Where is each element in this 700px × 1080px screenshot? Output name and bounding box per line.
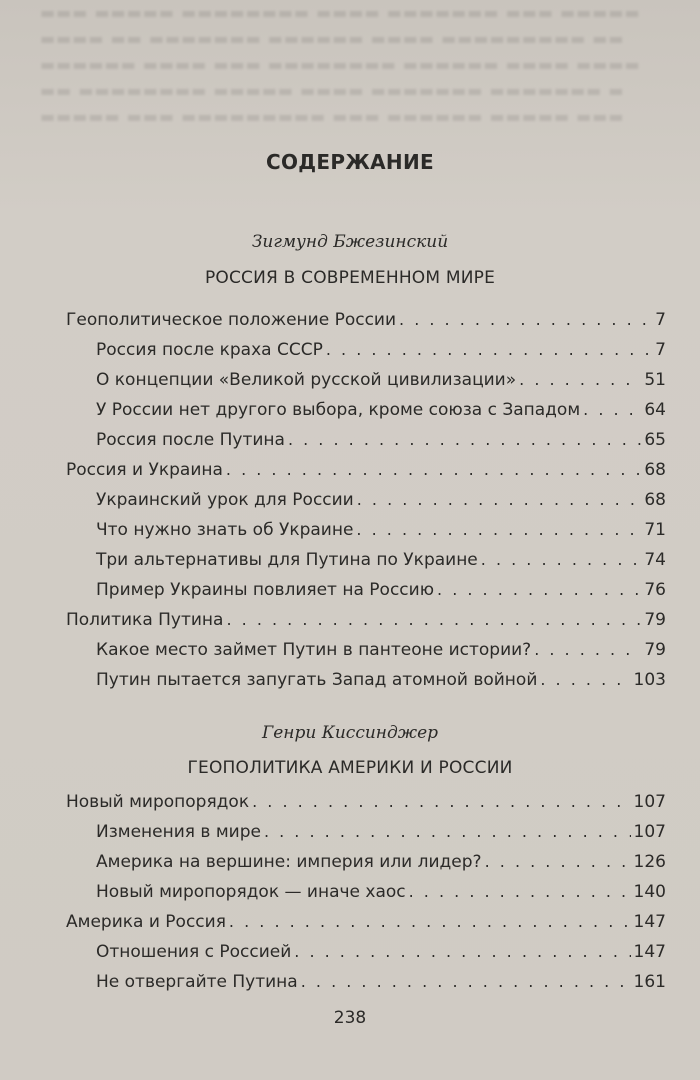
toc-entry	[66, 787, 666, 817]
entry-title: У России нет другого выбора, кроме союза с Западом	[96, 400, 581, 420]
entry-title: Не отвергайте Путина	[96, 972, 298, 992]
entry-title: Америка на вершине: империя или лидер?	[96, 852, 482, 872]
entry-page-number: 74	[644, 550, 666, 570]
dot-leader	[294, 937, 630, 967]
toc-subentry	[96, 425, 666, 455]
entry-page-number: 51	[644, 370, 666, 390]
toc-subentry	[96, 395, 666, 425]
entry-page-number: 71	[644, 520, 666, 540]
show-through-texture: ▬▬▬ ▬▬▬▬▬ ▬▬▬▬▬▬▬▬ ▬▬▬▬ ▬▬▬▬▬▬▬ ▬▬▬ ▬▬▬▬▬ ▬▬▬▬ ▬▬ ▬▬▬▬▬▬▬ ▬▬▬▬▬▬ ▬▬▬▬ ▬▬▬▬▬▬▬▬▬ ▬▬ ▬▬▬▬▬▬ ▬▬▬▬ ▬▬▬ ▬▬▬▬▬▬▬▬ ▬▬▬▬▬▬ ▬▬▬▬ ▬▬▬▬ ▬▬ ▬▬▬▬▬▬▬▬ ▬▬▬▬▬ ▬▬▬▬ ▬▬▬▬▬▬▬ ▬▬▬▬▬▬▬ ▬ ▬▬▬▬▬ ▬▬▬ ▬▬▬▬▬▬▬▬▬ ▬▬▬ ▬▬▬▬▬▬ ▬▬▬▬▬ ▬▬▬	[40, 3, 641, 126]
dot-leader	[356, 515, 641, 545]
page-number: 238	[333, 1008, 367, 1028]
entry-title: Изменения в мире	[96, 822, 261, 842]
entry-title: Россия и Украина	[66, 460, 223, 480]
entry-page-number: 107	[633, 822, 666, 842]
entry-page-number: 79	[644, 640, 666, 660]
entry-title: Что нужно знать об Украине	[96, 520, 354, 540]
toc-subentry	[96, 937, 666, 967]
entry-page-number: 161	[633, 972, 666, 992]
entry-title: Какое место займет Путин в пантеоне истории?	[96, 640, 532, 660]
entry-title: Россия после Путина	[96, 430, 285, 450]
toc-entry	[66, 305, 666, 335]
toc-subentry	[96, 515, 666, 545]
entry-title: О концепции «Великой русской цивилизации»	[96, 370, 517, 390]
entry-page-number: 64	[644, 400, 666, 420]
toc-subentry	[96, 575, 666, 605]
entry-page-number: 79	[644, 610, 666, 630]
entry-title: Новый миропорядок — иначе хаос	[96, 882, 406, 902]
part-1-author: Зигмунд Бжезинский	[251, 232, 449, 252]
part-2-title: ГЕОПОЛИТИКА АМЕРИКИ И РОССИИ	[187, 758, 513, 778]
dot-leader	[357, 485, 642, 515]
entry-page-number: 76	[644, 580, 666, 600]
toc-subentry	[96, 665, 666, 695]
toc-subentry	[96, 485, 666, 515]
entry-title: Пример Украины повлияет на Россию	[96, 580, 435, 600]
toc-subentry	[96, 877, 666, 907]
entry-page-number: 68	[644, 490, 666, 510]
entry-page-number: 126	[633, 852, 666, 872]
entry-page-number: 7	[655, 310, 666, 330]
entry-page-number: 107	[633, 792, 666, 812]
dot-leader	[519, 365, 641, 395]
dot-leader	[437, 575, 641, 605]
toc-entry	[66, 907, 666, 937]
dot-leader	[485, 847, 631, 877]
entry-title: Геополитическое положение России	[66, 310, 397, 330]
entry-title: Политика Путина	[66, 610, 224, 630]
dot-leader	[540, 665, 630, 695]
toc-subentry	[96, 817, 666, 847]
entry-page-number: 147	[633, 942, 666, 962]
dot-leader	[534, 635, 641, 665]
dot-leader	[409, 877, 631, 907]
entry-title: Три альтернативы для Путина по Украине	[96, 550, 478, 570]
dot-leader	[226, 455, 641, 485]
dot-leader	[229, 907, 631, 937]
toc-subentry	[96, 365, 666, 395]
dot-leader	[226, 605, 641, 635]
dot-leader	[326, 335, 652, 365]
toc-subentry	[96, 335, 666, 365]
part-2-author: Генри Киссинджер	[261, 723, 439, 743]
entry-page-number: 147	[633, 912, 666, 932]
entry-page-number: 68	[644, 460, 666, 480]
dot-leader	[481, 545, 642, 575]
part-1-title: РОССИЯ В СОВРЕМЕННОМ МИРЕ	[204, 268, 496, 288]
entry-title: Отношения с Россией	[96, 942, 292, 962]
entry-title: Америка и Россия	[66, 912, 226, 932]
dot-leader	[583, 395, 641, 425]
entry-title: Россия после краха СССР	[96, 340, 323, 360]
dot-leader	[252, 787, 630, 817]
toc-entry	[66, 605, 666, 635]
entry-title: Путин пытается запугать Запад атомной войной	[96, 670, 538, 690]
dot-leader	[399, 305, 652, 335]
entry-title: Новый миропорядок	[66, 792, 250, 812]
entry-page-number: 65	[644, 430, 666, 450]
entry-title: Украинский урок для России	[96, 490, 354, 510]
toc-subentry	[96, 545, 666, 575]
toc-subentry	[96, 967, 666, 997]
contents-heading: СОДЕРЖАНИЕ	[266, 150, 434, 174]
toc-entry	[66, 455, 666, 485]
entry-page-number: 103	[633, 670, 666, 690]
entry-page-number: 140	[633, 882, 666, 902]
dot-leader	[288, 425, 641, 455]
toc-subentry	[96, 847, 666, 877]
dot-leader	[301, 967, 631, 997]
toc-subentry	[96, 635, 666, 665]
entry-page-number: 7	[655, 340, 666, 360]
dot-leader	[264, 817, 631, 847]
